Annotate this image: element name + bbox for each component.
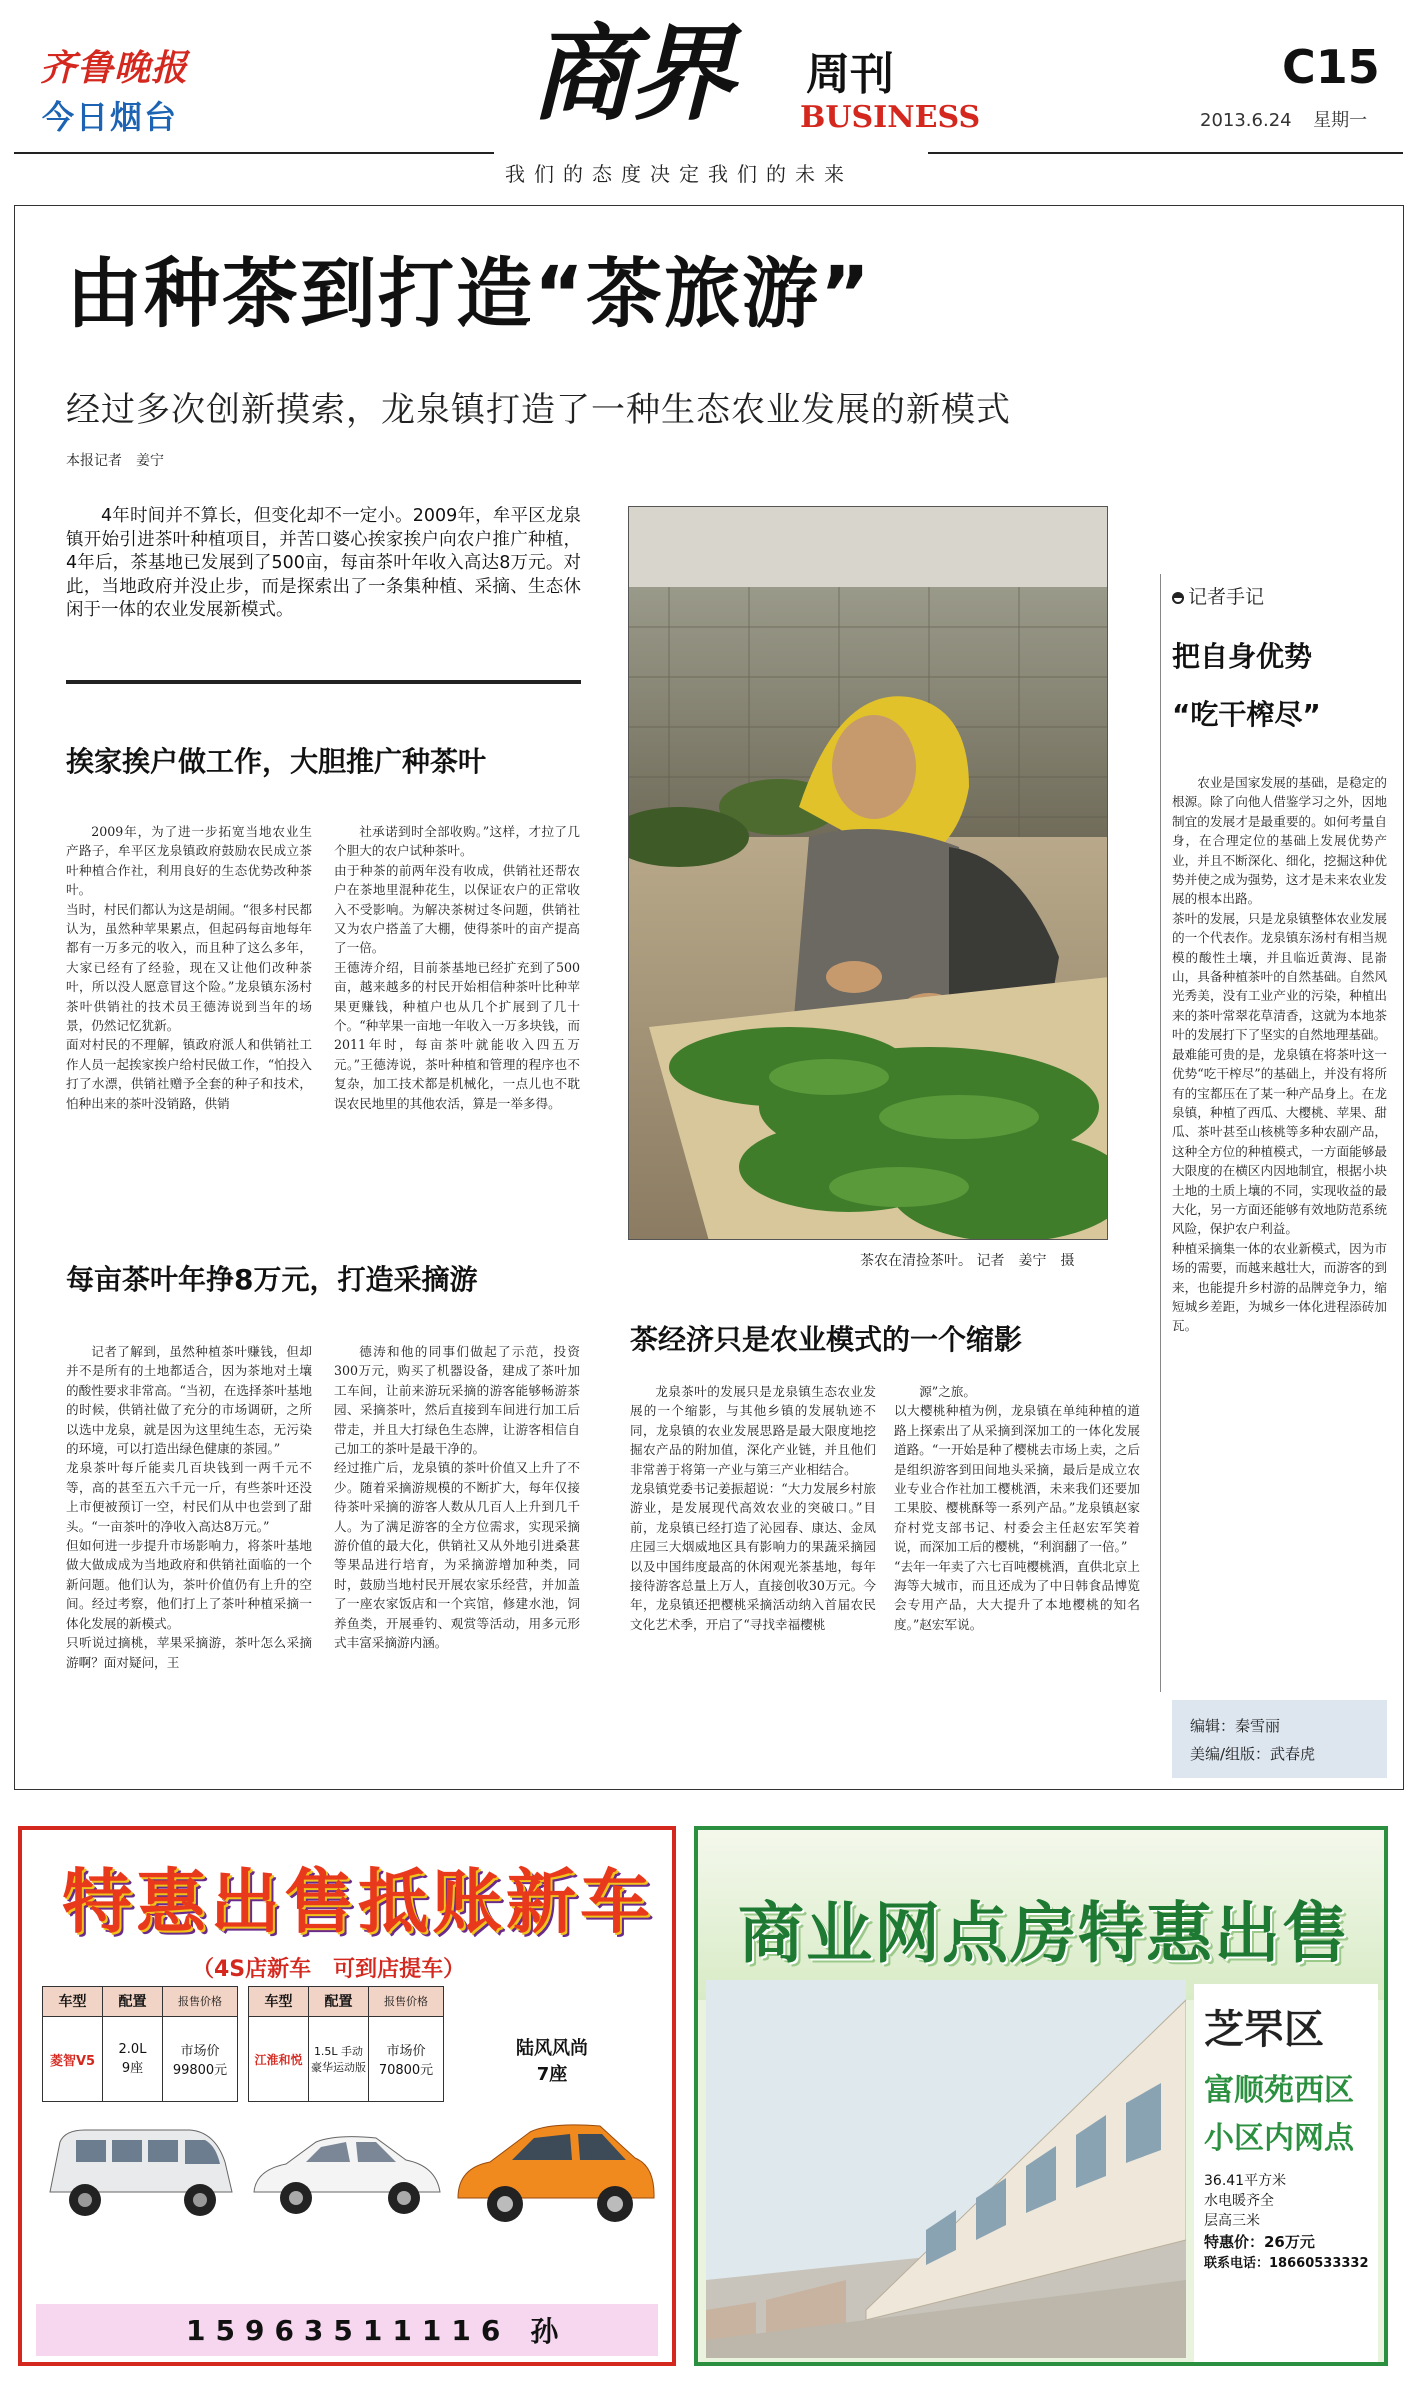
issue-date: 2013.6.24 [1200, 110, 1292, 131]
car-ad-title: 特惠出售抵账新车 [62, 1861, 654, 1943]
subhead: 经过多次创新摸索，龙泉镇打造了一种生态农业发展的新模式 [66, 390, 1011, 430]
sidebar-left-rule [1160, 574, 1161, 1692]
car-ad-contact-bar [36, 2304, 658, 2356]
property-contact [1204, 2253, 1372, 2275]
car-ad-contact-name: 孙 [530, 2315, 559, 2348]
car-table-1-header-config: 配置 [103, 1987, 163, 2016]
car-table-2-price: 市场价 70800元 [378, 2044, 434, 2078]
property-building-image [706, 1980, 1186, 2358]
car-ad [18, 1826, 676, 2366]
car-table-2-header-model: 车型 [249, 1987, 309, 2016]
lead-paragraph: 4年时间并不算长，但变化却不一定小。2009年，牟平区龙泉镇开始引进茶叶种植项目，并苦口婆心挨家挨户向农户推广种植，4年后，茶基地已发展到了500亩，每亩茶叶年收入高达8万元。对此，当地政府并没止步，而是探索出了一条集种植、采摘、生态休闲于一体的农业发展新模式。 [66, 506, 581, 621]
section2-col2: 德涛和他的同事们做起了示范，投资300万元，购买了机器设备，建成了茶叶加工车间，让前来游玩采摘的游客能够畅游茶园、采摘茶叶，然后直接到车间进行加工后带走，并且大打绿色生态牌，让游客相信自己加工的茶叶是最干净的。 经过推广后，龙泉镇的茶叶价值又上升了不少。随着采摘游规模的不断扩大，每年仅接待茶叶采摘的游客人数从几百人上升到几千人。为了满足游客的全方位需求，实现采摘游价值的最大化，供销社又从外地引进桑葚等果品进行培育，为采摘游增加种类，同时，鼓励当地村民开展农家乐经营，并加盖了一座农家饭店和一个宾馆，修建水池，饲养鱼类，开展垂钓、观赏等活动，用多元形式丰富采摘游内涵。 [334, 1344, 580, 1651]
section3-title: 茶经济只是农业模式的一个缩影 [630, 1323, 1023, 1356]
date-line [1200, 106, 1367, 132]
car-sedan-image [246, 2120, 446, 2230]
masthead-divider [14, 152, 494, 154]
issue-weekday: 星期一 [1313, 110, 1368, 131]
paper-name: 齐鲁晚报 [40, 47, 189, 89]
sidebar-title-line1: 把自身优势 [1172, 640, 1313, 673]
car-table-1-config: 2.0L 9座 [103, 2017, 163, 2101]
car-table-2-header-price: 报售价格 [384, 1995, 428, 2008]
masthead [0, 0, 1417, 195]
property-ad-title: 商业网点房特惠出售 [738, 1895, 1350, 1972]
car-table-1-header-price: 报售价格 [178, 1995, 222, 2008]
car-table-1 [42, 1986, 238, 2102]
designer-name: 美编/组版：武春虎 [1190, 1745, 1316, 1763]
car-van-image [40, 2112, 240, 2232]
tea-farmer-illustration [629, 507, 1108, 1240]
property-phone: 18660533332 [1269, 2256, 1369, 2271]
property-estate: 富顺苑西区 [1204, 2073, 1354, 2108]
car3-label: 陆风风尚 7座 [516, 2038, 588, 2085]
sidebar-text: 农业是国家发展的基础，是稳定的根源。除了向他人借鉴学习之外，因地制宜的发展才是最重要的。如何考量自身，在合理定位的基础上发展优势产业，并且不断深化、细化，挖掘这种优势并使之成为强势，这才是未来农业发展的根本出路。 茶叶的发展，只是龙泉镇整体农业发展的一个代表作。龙泉镇东汤村有相当规模的酸性土壤，并且临近黄海、昆嵛山，具备种植茶叶的自然基础。自然风光秀美，没有工业产业的污染，种植出来的茶叶常翠花草清香，这就为本地茶叶的发展打下了坚实的自然地理基础。 最难能可贵的是，龙泉镇在将茶叶这一优势“吃干榨尽”的基础上，并没有将所有的宝都压在了某一种产品身上。在龙泉镇，种植了西瓜、大樱桃、苹果、甜瓜、茶叶甚至山核桃等多种农副产品，这种全方位的种植模式，一方面能够最大限度的在横区内因地制宜，根据小块土地的土质上壤的不同，实现收益的最大化，另一方面还能够有效地防范系统风险，保护农户利益。 种植采摘集一体的农业新模式，因为市场的需要，而越来越壮大，而游客的到来，也能提升乡村游的品牌竞争力，缩短城乡差距，为城乡一体化进程添砖加瓦。 [1172, 775, 1387, 1334]
car-table-1-model: 菱智V5 [43, 2017, 103, 2101]
property-detail-height: 层高三米 [1204, 2213, 1260, 2229]
car-table-2-model: 江淮和悦 [249, 2017, 309, 2101]
sidebar-title-line2: “吃干榨尽” [1172, 698, 1321, 731]
car-table-2-config: 1.5L 手动豪华运动版 [309, 2017, 369, 2101]
page-number: C15 [1282, 40, 1380, 94]
property-district: 芝罘区 [1204, 2007, 1324, 2053]
property-phone-label: 联系电话： [1204, 2256, 1270, 2271]
car-ad-phone: 15963511116 [186, 2313, 511, 2347]
section-logo: 商界 [530, 12, 731, 135]
car-mpv-image [450, 2108, 660, 2238]
business-label: BUSINESS [800, 100, 981, 135]
commentary-sidebar [1172, 580, 1387, 1700]
edition-name: 今日烟台 [42, 98, 179, 136]
property-location: 小区内网点 [1204, 2121, 1354, 2156]
car-ad-subtitle: （4S店新车 可到店提车） [192, 1957, 466, 1982]
section3-col2: 源”之旅。 以大樱桃种植为例，龙泉镇在单纯种植的道路上探索出了从采摘到深加工的一体化发展道路。“一开始是种了樱桃去市场上卖，之后是组织游客到田间地头采摘，最后是成立农业专业合作社加工樱桃酒，未来我们还要加工果胶、樱桃酥等一系列产品。”龙泉镇赵家夼村党支部书记、村委会主任赵宏军笑着说，而深加工后的樱桃，“利润翻了一倍。” “去年一年卖了六七百吨樱桃酒，直供北京上海等大城市，而且还成为了中日韩食品博览会专用产品，大大提升了本地樱桃的知名度。”赵宏军说。 [894, 1384, 1140, 1632]
property-detail-price: 特惠价：26万元 [1204, 2233, 1315, 2251]
commentary-icon [1172, 592, 1184, 604]
sidebar-label [1172, 582, 1387, 609]
car-table-1-header-model: 车型 [43, 1987, 103, 2016]
section1-title: 挨家挨户做工作，大胆推广种茶叶 [66, 745, 487, 778]
weekly-label: 周刊 [806, 49, 894, 100]
sidebar-label-text: 记者手记 [1188, 586, 1265, 608]
car-table-2 [248, 1986, 444, 2102]
lead-divider [66, 680, 581, 684]
byline: 本报记者 姜宁 [66, 453, 164, 469]
section3-col1: 龙泉茶叶的发展只是龙泉镇生态农业发展的一个缩影，与其他乡镇的发展轨迹不同，龙泉镇的农业发展思路是最大限度地挖掘农产品的附加值，深化产业链，并且他们非常善于将第一产业与第三产业相结合。 龙泉镇党委书记姜振超说：“大力发展乡村旅游业，是发展现代高效农业的突破口。”目前，龙泉镇已经打造了沁园春、康达、金凤庄园三大烟威地区具有影响力的果蔬采摘园以及中国纬度最高的休闲观光茶基地，每年接待游客总量上万人，直接创收30万元。今年，龙泉镇还把樱桃采摘活动纳入首届农民文化艺术季，开启了“寻找幸福樱桃 [630, 1384, 876, 1632]
property-detail-area: 36.41平方米 [1204, 2173, 1287, 2189]
car-table-1-price: 市场价 99800元 [172, 2044, 228, 2078]
section2-col1: 记者了解到，虽然种植茶叶赚钱，但却并不是所有的土地都适合，因为茶地对土壤的酸性要求非常高。“当初，在选择茶叶基地的时候，供销社做了充分的市场调研，之所以选中龙泉，就是因为这里纯生态，无污染的环境，可以打造出绿色健康的茶园。” 龙泉茶叶每斤能卖几百块钱到一两千元不等，高的甚至五六千元一斤，有些茶叶还没上市便被预订一空，村民们从中也尝到了甜头。“一亩茶叶的净收入高达8万元。” 但如何进一步提升市场影响力，将茶叶基地做大做成成为当地政府和供销社面临的一个新问题。他们认为，茶叶价值仍有上升的空间。经过考察，他们打上了茶叶种植采摘一体化发展的新模式。 只听说过摘桃，苹果采摘游，茶叶怎么采摘游啊？面对疑问，王 [66, 1344, 312, 1670]
slogan: 我们的态度决定我们的未来 [505, 162, 853, 186]
tea-farmer-photo [628, 506, 1108, 1240]
photo-caption: 茶农在清捡茶叶。 记者 姜宁 摄 [860, 1253, 1075, 1269]
editor-name: 编辑：秦雪丽 [1190, 1717, 1281, 1735]
masthead-divider-right [928, 152, 1403, 154]
section1-col2: 社承诺到时全部收购。”这样，才拉了几个胆大的农户试种茶叶。 由于种茶的前两年没有收成，供销社还帮农户在茶地里混种花生，以保证农户的正常收入不受影响。为解决茶树过冬问题，供销社又为农户搭盖了大棚，使得茶叶的亩产提高了一倍。 王德涛介绍，目前茶基地已经扩充到了500亩，越来越多的村民开始相信种茶叶比种苹果更赚钱，种植户也从几个扩展到了几十个。“种苹果一亩地一年收入一万多块钱，而2011年时，每亩茶叶就能收入四五万元。”王德涛说，茶叶种植和管理的程序也不复杂，加工技术都是机械化，一点儿也不耽误农民地里的其他农活，算是一举多得。 [334, 824, 580, 1111]
section2-title: 每亩茶叶年挣8万元，打造采摘游 [66, 1263, 478, 1296]
property-info-panel [1194, 1984, 1378, 2362]
editor-box [1172, 1700, 1387, 1778]
property-detail-utilities: 水电暖齐全 [1204, 2193, 1274, 2209]
section1-col1: 2009年，为了进一步拓宽当地农业生产路子，牟平区龙泉镇政府鼓励农民成立茶叶种植合作社，利用良好的生态优势改种茶叶。 当时，村民们都认为这是胡闹。“很多村民都认为，虽然种苹果累点，但起码每亩地每年都有一万多元的收入，而且种了这么多年，大家已经有了经验，现在又让他们改种茶叶，所以没人愿意冒这个险。”龙泉镇东汤村茶叶供销社的技术员王德涛说到当年的场景，仍然记忆犹新。 面对村民的不理解，镇政府派人和供销社工作人员一起挨家挨户给村民做工作，“怕投入打了水漂，供销社赠予全套的种子和技术，怕种出来的茶叶没销路，供销 [66, 824, 312, 1111]
car-table-2-header-config: 配置 [309, 1987, 369, 2016]
headline: 由种茶到打造“茶旅游” [66, 249, 872, 338]
property-ad [694, 1826, 1388, 2366]
